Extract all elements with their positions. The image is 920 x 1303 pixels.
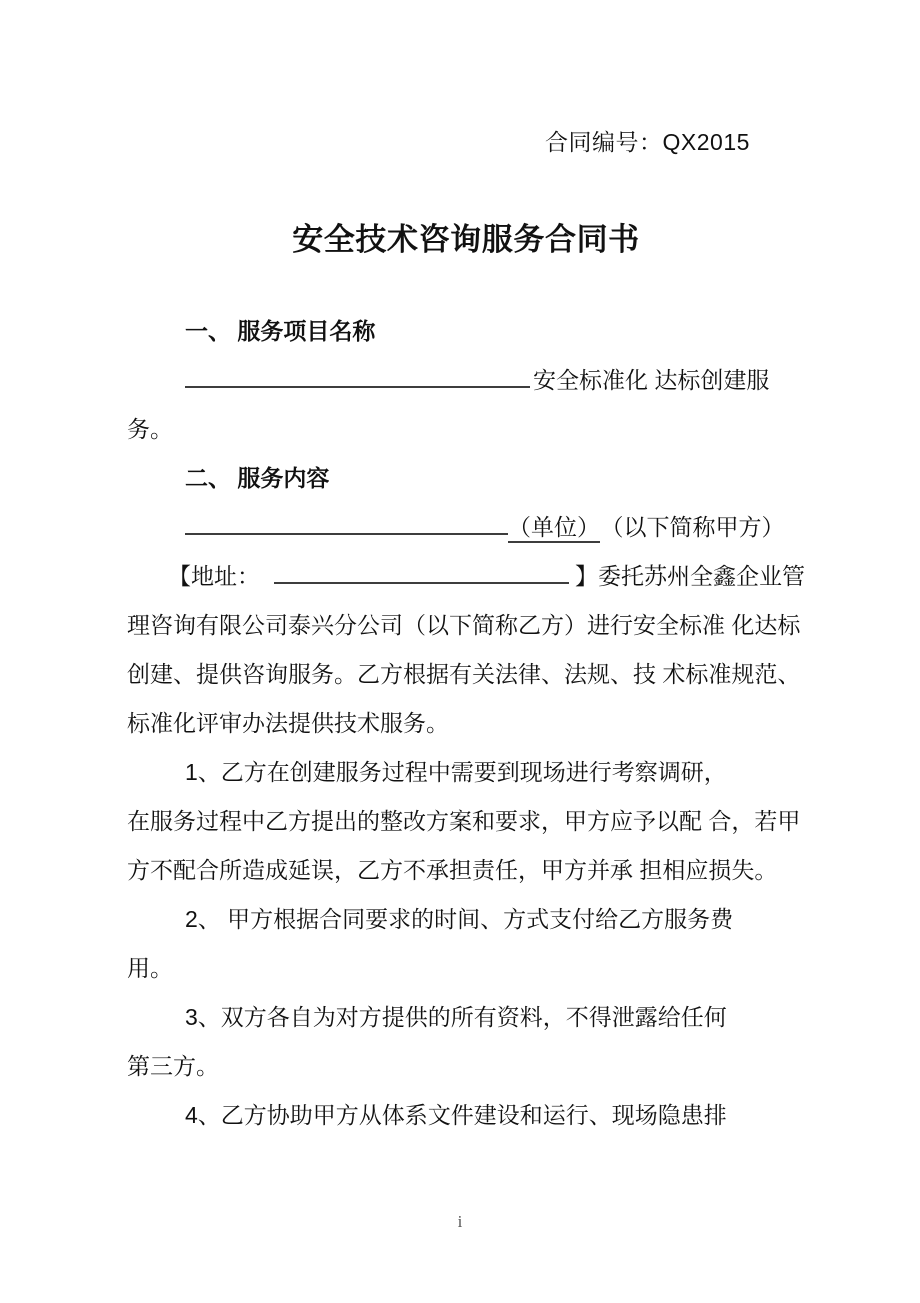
blank-underline (185, 385, 530, 388)
text-line (127, 503, 795, 552)
text-segment: 【地址： (168, 563, 260, 589)
text-line (127, 699, 795, 748)
text-segment: 安全标准化 达标创建服 (533, 367, 770, 393)
document-body (127, 307, 805, 1140)
text-line (127, 454, 795, 503)
underlined-text: （单位） (508, 514, 600, 540)
text-segment: 二、 服务内容 (185, 465, 330, 491)
text-line (127, 797, 801, 846)
text-segment: （以下简称甲方） (612, 514, 785, 540)
text-line (127, 944, 795, 993)
text-segment: 方不配合所造成延误，乙方不承担责任，甲方并承 担相应损失。 (127, 857, 778, 883)
text-segment: 创建、提供咨询服务。乙方根据有关法律、法规、技 术标准规范、 (127, 661, 801, 687)
document-title: 安全技术咨询服务合同书 (292, 222, 640, 257)
text-line (127, 895, 795, 944)
text-segment: 标准化评审办法提供技术服务。 (127, 710, 449, 736)
text-line (127, 356, 795, 405)
text-segment: 理咨询有限公司泰兴分公司（以下简称乙方）进行安全标准 化达标 (127, 612, 801, 638)
text-segment: 】委托苏州全鑫企业管 (575, 563, 805, 589)
text-line (127, 650, 801, 699)
text-segment: 第三方。 (127, 1053, 219, 1079)
text-segment: 1、乙方在创建服务过程中需要到现场进行考察调研， (185, 759, 727, 785)
text-line (127, 1091, 795, 1140)
text-segment: 4、乙方协助甲方从体系文件建设和运行、现场隐患排 (185, 1102, 727, 1128)
blank-underline (185, 532, 508, 535)
text-line (127, 993, 795, 1042)
blank-underline (274, 581, 569, 584)
text-segment: 在服务过程中乙方提出的整改方案和要求，甲方应予以配 合，若甲 (127, 808, 801, 834)
text-line (127, 552, 805, 601)
text-line (127, 748, 795, 797)
text-segment: 2、 甲方根据合同要求的时间、方式支付给乙方服务费 (185, 906, 734, 932)
text-line (127, 1042, 795, 1091)
text-segment: 用。 (127, 955, 173, 981)
text-line (127, 601, 801, 650)
text-line (127, 405, 795, 454)
text-line (127, 846, 795, 895)
text-segment: 务。 (127, 416, 173, 442)
contract-number: 合同编号：QX2015 (545, 129, 750, 155)
text-segment: 3、双方各自为对方提供的所有资料，不得泄露给任何 (185, 1004, 727, 1030)
page-number: i (457, 1212, 463, 1231)
text-line (127, 307, 795, 356)
text-segment: 一、 服务项目名称 (185, 318, 376, 344)
